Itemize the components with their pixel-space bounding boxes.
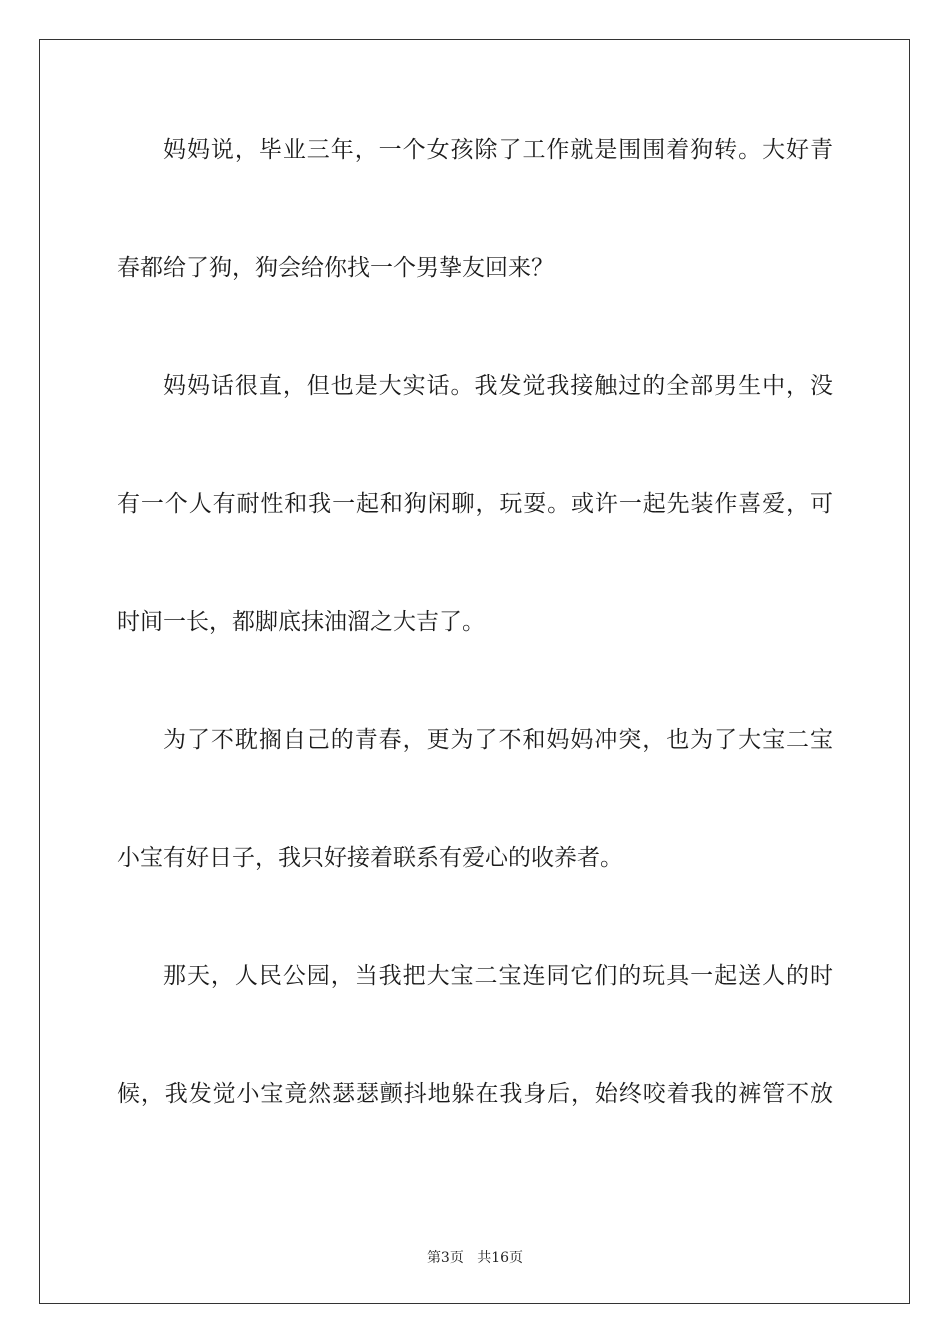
paragraph-4-line-1: 那天，人民公园，当我把大宝二宝连同它们的玩具一起送人的时 bbox=[163, 963, 833, 989]
page-total: 共16页 bbox=[477, 1250, 524, 1266]
paragraph-1-line-1: 妈妈说，毕业三年，一个女孩除了工作就是围围着狗转。大好青 bbox=[163, 137, 833, 163]
page-number: 第3页 bbox=[426, 1250, 464, 1266]
paragraph-3-line-2: 小宝有好日子，我只好接着联系有爱心的收养者。 bbox=[117, 845, 623, 871]
paragraph-2-line-3: 时间一长，都脚底抹油溜之大吉了。 bbox=[117, 609, 485, 635]
paragraph-2-line-2: 有一个人有耐性和我一起和狗闲聊，玩耍。或许一起先装作喜爱，可 bbox=[117, 491, 833, 517]
paragraph-2-line-1: 妈妈话很直，但也是大实话。我发觉我接触过的全部男生中，没 bbox=[163, 373, 833, 399]
paragraph-4-line-2: 候，我发觉小宝竟然瑟瑟颤抖地躲在我身后，始终咬着我的裤管不放 bbox=[117, 1081, 833, 1107]
paragraph-1-line-2: 春都给了狗，狗会给你找一个男挚友回来？ bbox=[117, 255, 554, 281]
page-footer bbox=[0, 1247, 950, 1267]
paragraph-3-line-1: 为了不耽搁自己的青春，更为了不和妈妈冲突，也为了大宝二宝 bbox=[163, 727, 833, 753]
document-body bbox=[117, 121, 833, 1183]
